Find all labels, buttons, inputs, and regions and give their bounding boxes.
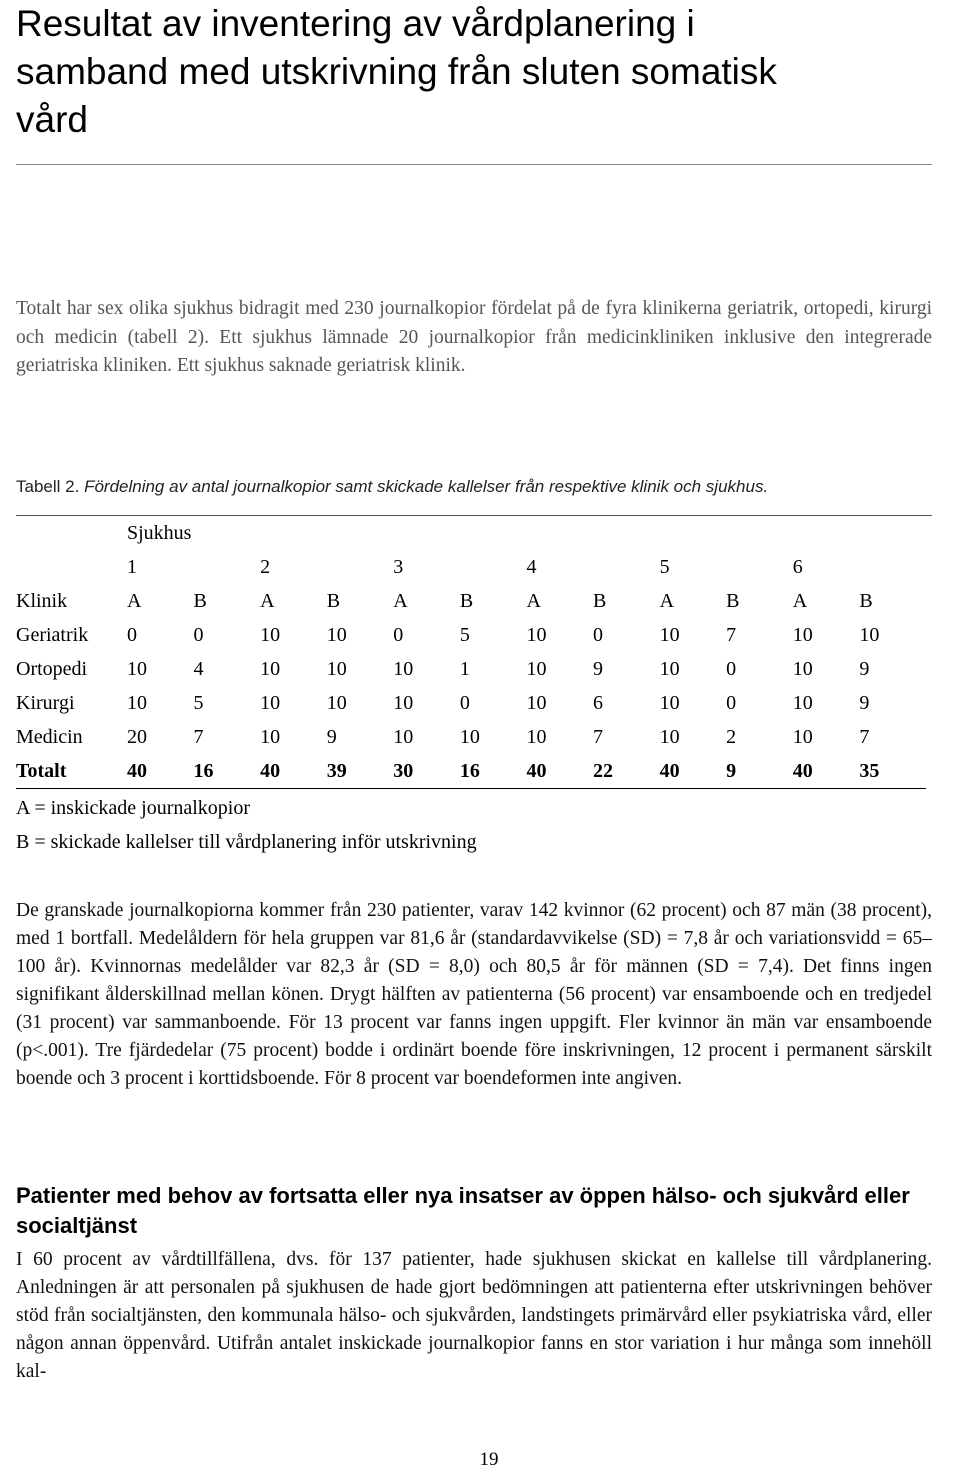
title-divider (16, 164, 932, 165)
table-cell: 0 (726, 692, 737, 714)
title-line-3: vård (16, 99, 88, 140)
page-title (16, 0, 936, 144)
totals-cell: 39 (327, 754, 394, 789)
table-cell: 7 (726, 624, 737, 646)
hospital-number: 2 (260, 556, 271, 578)
table-cell: 10 (659, 692, 680, 714)
totals-cell: 40 (127, 754, 194, 789)
hospital-number: 3 (393, 556, 404, 578)
table-caption (16, 476, 946, 498)
table-cell: 2 (726, 726, 737, 748)
table-row (16, 618, 926, 652)
table-cell: 10 (659, 624, 680, 646)
totals-cell: 40 (260, 754, 327, 789)
table-cell: 0 (393, 624, 404, 646)
table-cell: 10 (792, 692, 813, 714)
hospital-number: 6 (792, 556, 803, 578)
page-number: 19 (479, 1449, 499, 1470)
table-cell: 10 (260, 726, 281, 748)
table-body (16, 618, 926, 754)
table-cell: 0 (193, 624, 204, 646)
title-line-1: Resultat av inventering av vårdplanering i (16, 3, 695, 44)
column-letter: A (126, 590, 142, 612)
title-line-2: samband med utskrivning från sluten somatisk (16, 51, 777, 92)
column-letter: B (593, 590, 607, 612)
table-cell: 7 (859, 726, 870, 748)
table-cell: 10 (393, 658, 414, 680)
table-cell: 7 (193, 726, 204, 748)
totals-cell: 35 (859, 754, 926, 789)
table-cell: 0 (459, 692, 470, 714)
hospital-number: 5 (659, 556, 670, 578)
totals-cell: 22 (593, 754, 660, 789)
column-letter: B (326, 590, 341, 612)
table-cell: 20 (126, 726, 147, 748)
table-totals-row (16, 754, 926, 789)
table-cell: 10 (260, 658, 281, 680)
table-cell: 10 (126, 692, 147, 714)
table-cell: 10 (792, 624, 813, 646)
column-letter: A (393, 590, 408, 612)
table-cell: 10 (792, 726, 813, 748)
stats-paragraph: De granskade journalkopiorna kommer från 230 patienter, varav 142 kvinnor (62 procent) och 87 män (38 procent), med 1 bortfall. Medelåldern för hela gruppen var 81,6 år (standardavvikelse (SD) = 7,8 år och variationsvidd = 65–100 år). Kvinnornas medelålder var 82,3 år (SD = 8,0) och 80,5 år för männen (SD = 7,4). Det finns ingen signifikant ålderskillnad mellan könen. Drygt hälften av patienterna (56 procent) var ensamboende och en tredjedel (31 procent) var sammanboende. För 13 procent var fanns ingen uppgift. Fler kvinnor än män var ensamboende (p<.001). Tre fjärdedelar (75 procent) bodde i ordinärt boende före inskrivningen, 12 procent i permanent särskilt boende och 3 procent i korttidsboende. För 8 procent var boendeformen inte angiven. (16, 900, 932, 1089)
planning-paragraph: I 60 procent av vårdtillfällena, dvs. för 137 patienter, hade sjukhusen skickat en kallelse till vårdplanering. Anledningen är att personalen på sjukhusen de hade gjort bedömningen att patienterna efter utskrivningen behöver stöd från socialtjänsten, den kommunala hälso- och sjukvården, landstingets primärvård eller psykiatriska vård, eller någon annan öppenvård. Utifrån antalet inskickade journalkopior fanns en stor variation i hur många som innehöll kal- (16, 1249, 932, 1382)
column-letter: B (459, 590, 474, 612)
row-label: Medicin (16, 726, 83, 748)
column-letter: B (193, 590, 207, 612)
column-letter: A (526, 590, 541, 612)
table-cell: 10 (326, 658, 347, 680)
table-cell: 10 (659, 726, 680, 748)
table-caption-label: Tabell 2. (16, 477, 80, 496)
table-cell: 9 (593, 658, 604, 680)
table-cell: 10 (393, 726, 414, 748)
table-cell: 10 (326, 692, 347, 714)
column-letter: A (792, 590, 808, 612)
totals-cell: 30 (393, 754, 460, 789)
section-heading: Patienter med behov av fortsatta eller nya insatser av öppen hälso- och sjukvård eller socialtjänst (16, 1183, 910, 1238)
totals-label: Totalt (16, 754, 127, 789)
column-letter: A (659, 590, 675, 612)
table-hospital-row (16, 550, 926, 584)
table-row (16, 720, 926, 754)
table-cell: 10 (260, 624, 281, 646)
table-cell: 10 (126, 658, 147, 680)
table-cell: 10 (326, 624, 347, 646)
column-letter: A (260, 590, 275, 612)
table-cell: 0 (726, 658, 737, 680)
table-row (16, 686, 926, 720)
totals-cell: 16 (460, 754, 527, 789)
table-cell: 1 (459, 658, 470, 680)
table-cell: 10 (526, 658, 547, 680)
table-group-header: Sjukhus (126, 522, 192, 544)
table-cell: 4 (193, 658, 204, 680)
row-header-klinik: Klinik (16, 590, 68, 612)
table-cell: 10 (260, 692, 281, 714)
table-cell: 0 (126, 624, 137, 646)
row-label: Kirurgi (16, 692, 75, 714)
table-cell: 10 (859, 624, 880, 646)
hospital-number: 4 (526, 556, 537, 578)
row-label: Geriatrik (16, 624, 89, 646)
table-cell: 0 (593, 624, 604, 646)
table-cell: 9 (859, 692, 870, 714)
distribution-table (16, 515, 932, 789)
intro-paragraph: Totalt har sex olika sjukhus bidragit med 230 journalkopior fördelat på de fyra klinikerna geriatrik, ortopedi, kirurgi och medicin (tabell 2). Ett sjukhus lämnade 20 journalkopior från medicinkliniken inklusive den integrerade geriatriska kliniken. Ett sjukhus saknade geriatrisk klinik. (16, 298, 932, 376)
table-cell: 10 (659, 658, 680, 680)
table-row (16, 652, 926, 686)
totals-cell: 9 (726, 754, 793, 789)
table-cell: 10 (526, 726, 547, 748)
table-cell: 10 (526, 692, 547, 714)
table-cell: 10 (459, 726, 480, 748)
table-letter-row (16, 584, 926, 618)
totals-cell: 40 (660, 754, 727, 789)
row-label: Ortopedi (16, 658, 88, 680)
table-cell: 6 (593, 692, 604, 714)
table-cell: 9 (859, 658, 870, 680)
table-caption-text: Fördelning av antal journalkopior samt skickade kallelser från respektive klinik och sjukhus. (84, 477, 769, 496)
hospital-number: 1 (126, 556, 137, 578)
totals-cell: 16 (194, 754, 261, 789)
table-cell: 7 (593, 726, 604, 748)
legend-a: A = inskickade journalkopior (16, 797, 251, 819)
table-cell: 10 (393, 692, 414, 714)
table-cell: 5 (193, 692, 204, 714)
legend-b: B = skickade kallelser till vårdplanering inför utskrivning (16, 831, 477, 853)
data-table (16, 516, 926, 789)
totals-cell: 40 (793, 754, 860, 789)
table-cell: 9 (326, 726, 337, 748)
column-letter: B (859, 590, 873, 612)
table-cell: 5 (459, 624, 470, 646)
table-legend (16, 791, 477, 859)
table-group-header-row (16, 516, 926, 550)
table-cell: 10 (526, 624, 547, 646)
table-cell: 10 (792, 658, 813, 680)
column-letter: B (726, 590, 740, 612)
totals-cell: 40 (526, 754, 593, 789)
